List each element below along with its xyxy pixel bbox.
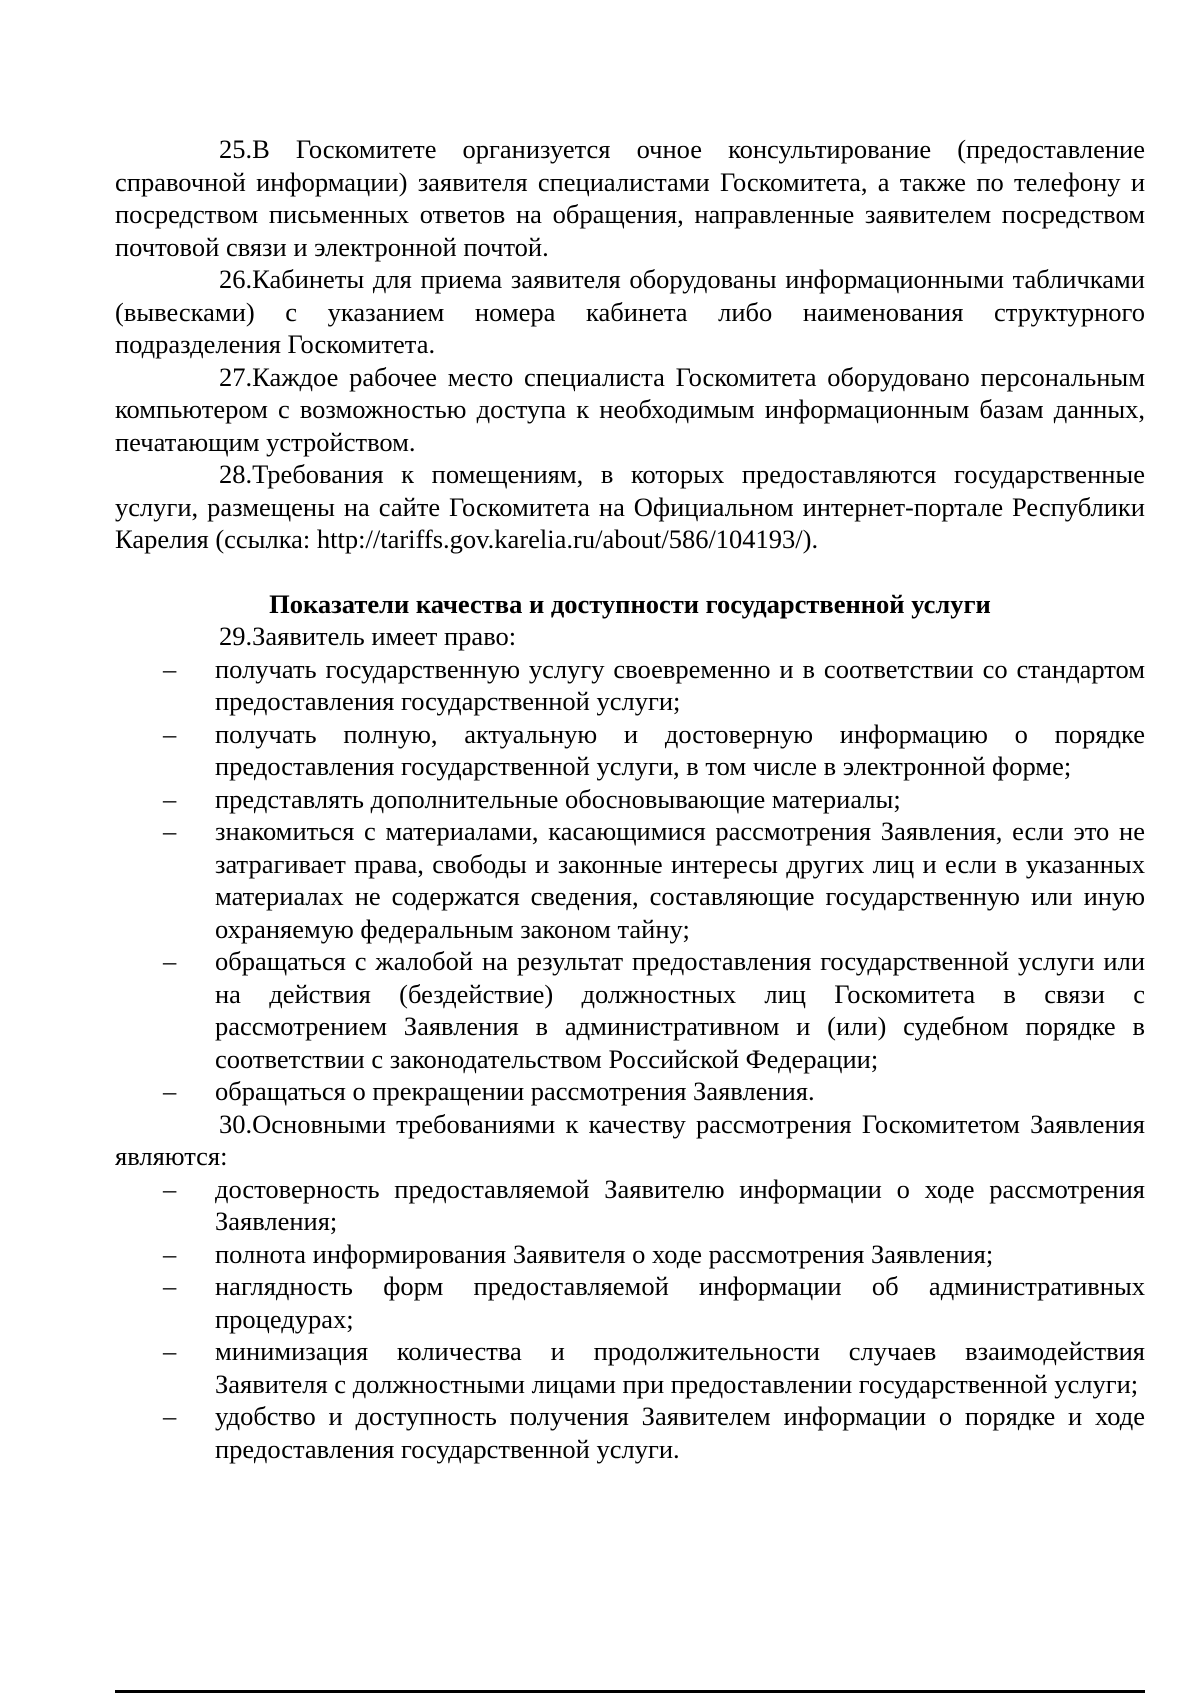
paragraph-text: Каждое рабочее место специалиста Госкомитета оборудовано персональным компьютером с возможностью доступа к необходимым информационным базам данных, печатающим устройством. (115, 361, 1145, 457)
paragraph-number: 26. (219, 264, 253, 294)
list-item (115, 1173, 1145, 1238)
dash-bullet: – (163, 653, 177, 684)
list-item-text: минимизация количества и продолжительности случаев взаимодействия Заявителя с должностными лицами при предоставлении государственной услуги; (215, 1336, 1145, 1399)
list-item-text: полнота информирования Заявителя о ходе рассмотрения Заявления; (215, 1238, 994, 1269)
dash-bullet: – (163, 1076, 177, 1106)
paragraph-27 (115, 361, 1145, 459)
list-item-text: обращаться о прекращении рассмотрения Заявления. (215, 1076, 815, 1106)
list-item-text: получать полную, актуальную и достоверную информацию о порядке предоставления государственной услуги, в том числе в электронной форме; (215, 718, 1145, 781)
section-heading: Показатели качества и доступности государственной услуги (269, 588, 991, 619)
dash-bullet: – (163, 816, 177, 846)
paragraph-30 (115, 1108, 1145, 1173)
paragraph-text: Требования к помещениям, в которых предоставляются государственные услуги, размещены на сайте Госкомитета на Официальном интернет-портале Республики Карелия (ссылка: http://tariffs.gov.karelia.ru/about/586/104193/). (115, 459, 1145, 554)
dash-bullet: – (163, 1401, 177, 1431)
dash-bullet: – (163, 718, 177, 749)
list-item (115, 653, 1145, 718)
paragraph-text: Заявитель имеет право: (252, 621, 517, 651)
dash-bullet: – (163, 1173, 177, 1204)
list-item-text: достоверность предоставляемой Заявителю информации о ходе рассмотрения Заявления; (215, 1173, 1145, 1236)
list-item (115, 718, 1145, 783)
paragraph-number: 25. (219, 134, 253, 164)
list-item (115, 945, 1145, 1075)
document-body (115, 133, 1145, 1465)
list-item (115, 783, 1145, 816)
paragraph-text: Кабинеты для приема заявителя оборудованы информационными табличками (вывесками) с указанием номера кабинета либо наименования структурного подразделения Госкомитета. (115, 264, 1145, 359)
dash-bullet: – (163, 1336, 177, 1366)
paragraph-26 (115, 263, 1145, 361)
paragraph-text: Основными требованиями к качеству рассмотрения Госкомитетом Заявления являются: (115, 1108, 1145, 1171)
paragraph-28 (115, 458, 1145, 556)
paragraph-text: В Госкомитете организуется очное консультирование (предоставление справочной информации) заявителя специалистами Госкомитета, а также по телефону и посредством письменных ответов на обращения, направленные заявителем посредством почтовой связи и электронной почтой. (115, 134, 1145, 262)
list-item (115, 1335, 1145, 1400)
list-item (115, 1075, 1145, 1108)
list-item (115, 1238, 1145, 1271)
paragraph-29 (115, 620, 1145, 653)
paragraph-25 (115, 133, 1145, 263)
list-item (115, 1270, 1145, 1335)
paragraph-number: 29. (219, 621, 253, 651)
list-item (115, 815, 1145, 945)
dash-bullet: – (163, 946, 177, 976)
dash-bullet: – (163, 1271, 177, 1301)
list-item-text: наглядность форм предоставляемой информации об административных процедурах; (215, 1271, 1145, 1334)
paragraph-number: 30. (219, 1108, 253, 1139)
list-item-text: обращаться с жалобой на результат предоставления государственной услуги или на действия (бездействие) должностных лиц Госкомитета в связи с рассмотрением Заявления в административном и (или) судебном порядке в соответствии с законодательством Российской Федерации; (215, 946, 1145, 1074)
dash-bullet: – (163, 783, 177, 814)
list-item-text: представлять дополнительные обосновывающие материалы; (215, 783, 901, 814)
paragraph-number: 28. (219, 459, 253, 489)
list-item-text: получать государственную услугу своевременно и в соответствии со стандартом предоставления государственной услуги; (215, 653, 1145, 716)
list-item-text: удобство и доступность получения Заявителем информации о порядке и ходе предоставления государственной услуги. (215, 1401, 1145, 1464)
paragraph-number: 27. (219, 361, 253, 392)
list-item-text: знакомиться с материалами, касающимися рассмотрения Заявления, если это не затрагивает права, свободы и законные интересы других лиц и если в указанных материалах не содержатся сведения, составляющие государственную или иную охраняемую федеральным законом тайну; (215, 816, 1145, 944)
footer-divider (115, 1690, 1145, 1693)
dash-bullet: – (163, 1238, 177, 1269)
list-item (115, 1400, 1145, 1465)
